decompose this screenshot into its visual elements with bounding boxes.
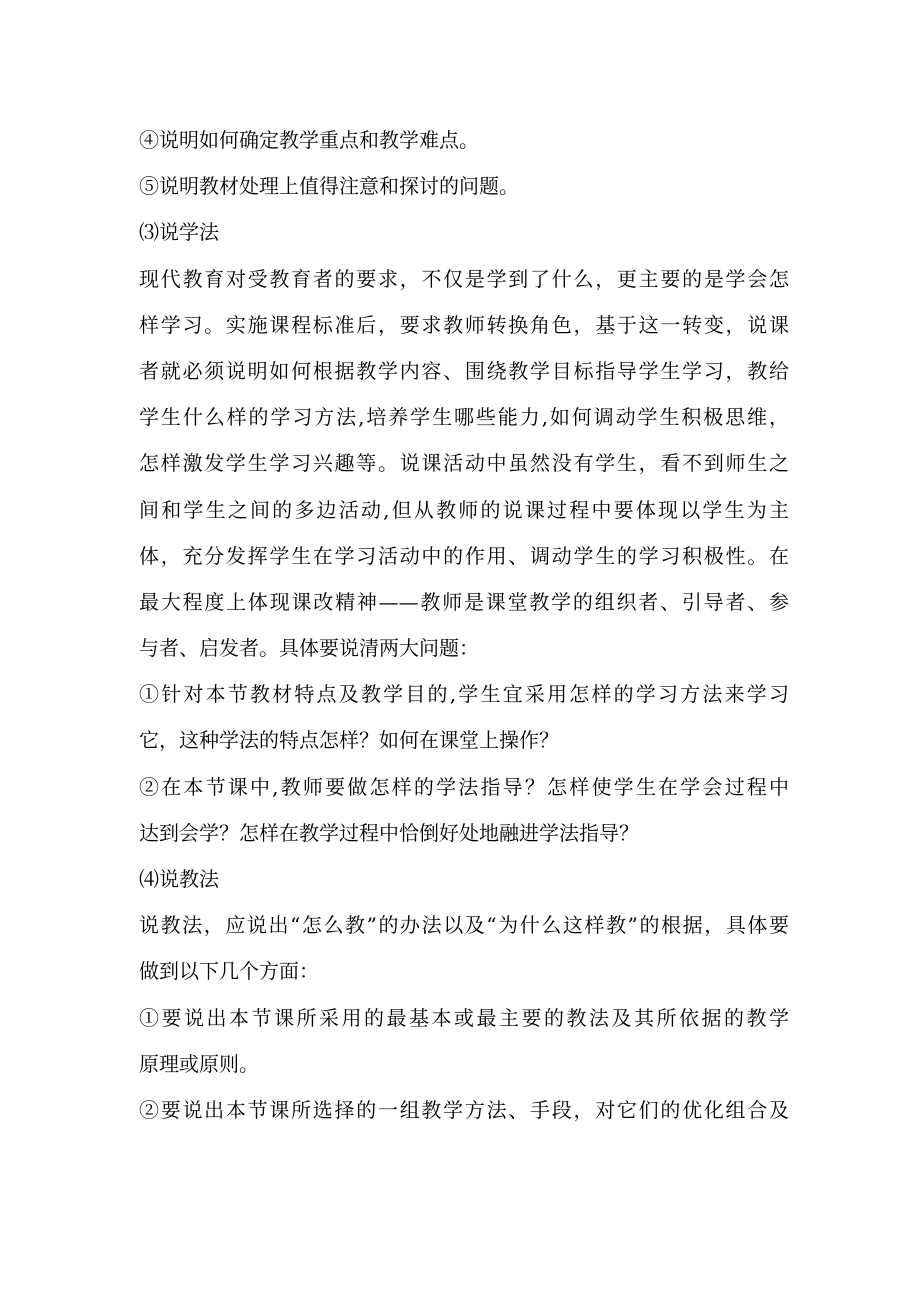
text-line: 者就必须说明如何根据教学内容、围绕教学目标指导学生学习，教给 [139,358,789,383]
text-line: 怎样激发学生学习兴趣等。说课活动中虽然没有学生，看不到师生之 [139,451,789,476]
text-line: 它，这种学法的特点怎样？如何在课堂上操作？ [139,728,559,753]
text-line: 原理或原则。 [139,1051,259,1076]
text-line: 与者、启发者。具体要说清两大问题： [139,636,479,661]
text-line: 间和学生之间的多边活动,但从教师的说课过程中要体现以学生为主 [139,497,789,522]
text-line: ⑤说明教材处理上值得注意和探讨的问题。 [139,174,519,199]
text-line: 学生什么样的学习方法,培养学生哪些能力,如何调动学生积极思维， [139,405,789,430]
text-line: 最大程度上体现课改精神——教师是课堂教学的组织者、引导者、参 [139,589,789,614]
text-line: 达到会学？怎样在教学过程中恰倒好处地融进学法指导？ [139,820,639,845]
text-line: ②要说出本节课所选择的一组教学方法、手段，对它们的优化组合及 [139,1097,789,1122]
document-body [139,117,789,1133]
text-line: 做到以下几个方面： [139,959,319,984]
text-line: 说教法，应说出“怎么教”的办法以及“为什么这样教”的根据，具体要 [139,913,789,938]
text-line: ④说明如何确定教学重点和教学难点。 [139,128,479,152]
text-line: ②在本节课中,教师要做怎样的学法指导？怎样使学生在学会过程中 [139,774,789,799]
text-line: 体，充分发挥学生在学习活动中的作用、调动学生的学习积极性。在 [139,543,789,568]
text-line: ①针对本节教材特点及教学目的,学生宜采用怎样的学习方法来学习 [139,682,789,707]
text-line: 样学习。实施课程标准后，要求教师转换角色，基于这一转变，说课 [139,312,789,337]
text-line: ①要说出本节课所采用的最基本或最主要的教法及其所依据的教学 [139,1005,789,1030]
section-heading: ⑷说教法 [139,867,219,891]
text-line: 现代教育对受教育者的要求，不仅是学到了什么，更主要的是学会怎 [139,266,789,291]
section-heading: ⑶说学法 [139,220,219,245]
